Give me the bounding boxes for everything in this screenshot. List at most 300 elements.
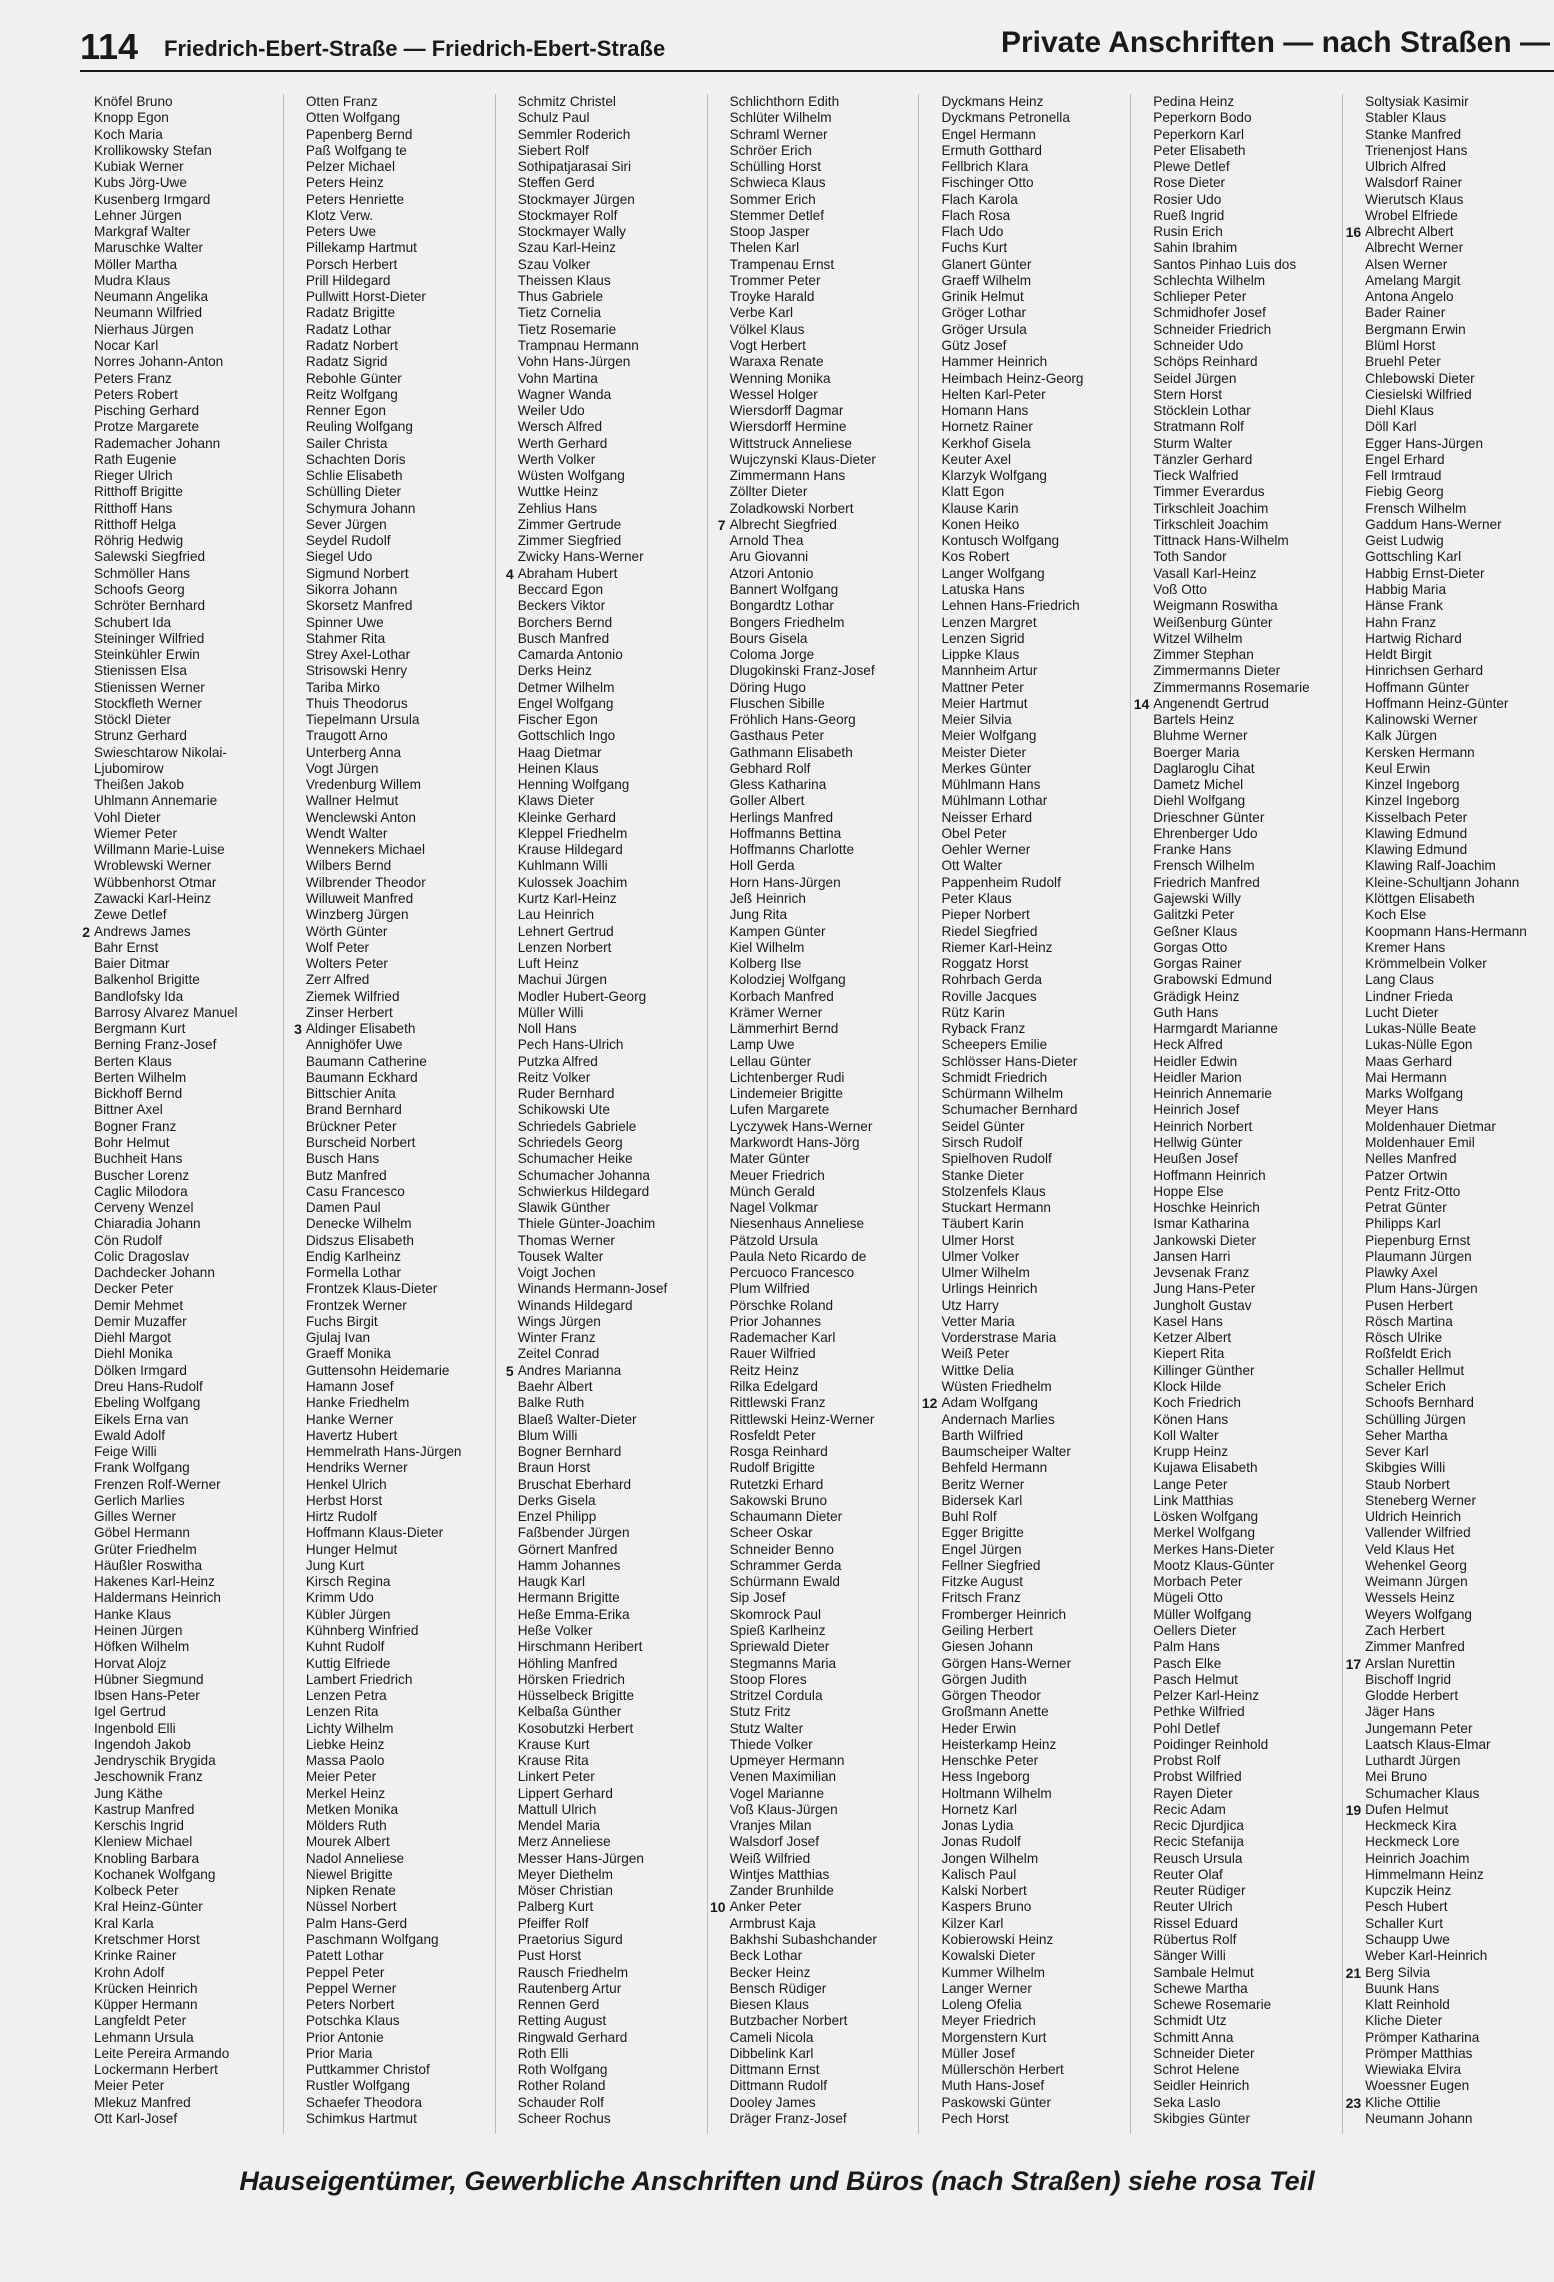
list-item [730, 1249, 919, 1265]
list-item [1365, 2111, 1554, 2127]
resident-name: Weiler Udo [517, 403, 585, 419]
list-item [730, 468, 919, 484]
list-item [941, 615, 1130, 631]
list-item [1153, 1867, 1342, 1883]
list-item [94, 484, 283, 500]
list-item [94, 1786, 283, 1802]
resident-name: Winands Hermann-Josef [517, 1281, 668, 1297]
list-item [1153, 1102, 1342, 1118]
resident-name: Peppel Peter [305, 1964, 385, 1980]
resident-name: Wierutsch Klaus [1365, 191, 1464, 207]
list-item [306, 1151, 495, 1167]
resident-name: Radatz Brigitte [305, 305, 396, 321]
resident-name: Langer Werner [941, 1980, 1032, 1996]
resident-name: Lambert Friedrich [305, 1671, 413, 1687]
resident-name: Buchheit Hans [94, 1151, 183, 1167]
list-item [1365, 371, 1554, 387]
house-number: 2 [82, 923, 90, 940]
list-item [941, 224, 1130, 240]
resident-name: Wiersdorff Dagmar [729, 403, 844, 419]
list-item [730, 1704, 919, 1720]
list-item [94, 1721, 283, 1737]
list-item [94, 1102, 283, 1118]
resident-name: Dametz Michel [1153, 777, 1244, 793]
list-item [294, 1021, 495, 1038]
list-item [518, 305, 707, 321]
resident-name: Moldenhauer Emil [1365, 1135, 1475, 1150]
resident-name: Schneider Udo [1153, 337, 1244, 353]
list-item [1365, 1786, 1554, 1802]
resident-name: Soltysiak Kasimir [1365, 94, 1469, 109]
resident-name: Weyers Wolfgang [1365, 1606, 1472, 1622]
resident-name: Fell Irmtraud [1365, 468, 1442, 484]
list-item [518, 1558, 707, 1574]
list-item [730, 712, 919, 728]
resident-name: Steffen Gerd [517, 175, 595, 191]
list-item [1153, 1460, 1342, 1476]
list-item [518, 436, 707, 452]
resident-name: Lindemeier Brigitte [729, 1086, 843, 1102]
resident-name: Recic Stefanija [1153, 1834, 1244, 1850]
resident-name: Hamm Johannes [517, 1557, 621, 1573]
list-item [730, 1737, 919, 1753]
list-item [730, 94, 919, 110]
list-item [94, 2062, 283, 2078]
resident-name: Machui Jürgen [517, 972, 607, 988]
list-item [94, 875, 283, 891]
resident-name: Lau Heinrich [517, 907, 595, 923]
resident-name: Spielhoven Rudolf [941, 1151, 1052, 1167]
list-item [730, 1428, 919, 1444]
resident-name: Gless Katharina [729, 777, 827, 793]
resident-name: Abraham Hubert [517, 565, 618, 581]
resident-name: Flach Udo [941, 224, 1004, 240]
resident-name: Müller Josef [941, 2045, 1015, 2061]
resident-name: Heße Emma-Erika [517, 1606, 630, 1622]
list-item [94, 1200, 283, 1216]
list-item [94, 1818, 283, 1834]
resident-name: Winzberg Jürgen [305, 907, 409, 923]
resident-name: Frontzek Klaus-Dieter [305, 1281, 438, 1297]
list-item [1153, 1395, 1342, 1411]
list-item [1153, 1200, 1342, 1216]
resident-name: Heinen Jürgen [94, 1622, 183, 1638]
list-item [730, 1590, 919, 1606]
list-item [1365, 2030, 1554, 2046]
resident-name: Fluschen Sibille [729, 695, 825, 711]
resident-name: Rittlewski Heinz-Werner [729, 1411, 875, 1427]
resident-name: Hübner Siegmund [94, 1671, 204, 1687]
list-item [306, 1086, 495, 1102]
resident-name: Bartels Heinz [1153, 712, 1235, 728]
resident-name: Meier Hartmut [941, 695, 1028, 711]
list-item [1365, 257, 1554, 273]
list-item [94, 1948, 283, 1964]
resident-name: Arnold Thea [729, 533, 804, 549]
list-item [94, 1070, 283, 1086]
list-item [1365, 2062, 1554, 2078]
resident-name: Stanke Manfred [1365, 126, 1462, 142]
list-item [1153, 728, 1342, 744]
resident-name: Kuhnt Rudolf [305, 1639, 385, 1655]
resident-name: Wiemer Peter [94, 825, 178, 841]
list-item [730, 436, 919, 452]
list-item [94, 1590, 283, 1606]
list-item [94, 793, 283, 809]
list-item [518, 956, 707, 972]
list-item [1153, 436, 1342, 452]
list-item [94, 94, 283, 110]
resident-name: Schmitz Christel [517, 94, 616, 109]
resident-name: Chlebowski Dieter [1365, 370, 1475, 386]
resident-name: Trommer Peter [729, 272, 821, 288]
resident-name: Franke Hans [1153, 842, 1232, 858]
list-item [730, 1769, 919, 1785]
resident-name: Schriedels Georg [517, 1135, 623, 1150]
list-item [730, 1021, 919, 1037]
list-item [518, 1997, 707, 2013]
resident-name: Roth Elli [517, 2045, 569, 2061]
resident-name: Klöttgen Elisabeth [1365, 891, 1475, 907]
list-item [941, 1981, 1130, 1997]
resident-name: Wrobel Elfriede [1365, 207, 1458, 223]
resident-name: Heck Alfred [1153, 1037, 1223, 1053]
resident-name: Habbig Ernst-Dieter [1365, 565, 1485, 581]
resident-name: Hinrichsen Gerhard [1365, 663, 1484, 679]
resident-name: Diehl Margot [94, 1330, 172, 1346]
list-item [1365, 1216, 1554, 1232]
resident-name: Lellau Günter [729, 1053, 812, 1069]
resident-name: Wessels Heinz [1365, 1590, 1455, 1606]
list-item [306, 1851, 495, 1867]
list-item [518, 761, 707, 777]
resident-name: Hakenes Karl-Heinz [94, 1574, 215, 1590]
resident-name: Meier Wolfgang [941, 728, 1037, 744]
list-item [1365, 1688, 1554, 1704]
list-item [730, 1363, 919, 1379]
resident-name: Nagel Volkmar [729, 1200, 818, 1216]
list-item [518, 1590, 707, 1606]
resident-name: Schwieca Klaus [729, 175, 826, 191]
resident-name: Weiß Wilfried [729, 1850, 811, 1866]
resident-name: Obel Peter [941, 825, 1007, 841]
resident-name: Hoffmann Klaus-Dieter [305, 1525, 444, 1541]
list-item [730, 110, 919, 126]
resident-name: Berning Franz-Josef [94, 1037, 217, 1053]
resident-name: Gerlich Marlies [94, 1492, 185, 1508]
list-item [306, 1997, 495, 2013]
list-item [730, 1265, 919, 1281]
resident-name: Krause Rita [517, 1753, 589, 1769]
list-item [518, 338, 707, 354]
list-item [306, 1428, 495, 1444]
list-item [518, 127, 707, 143]
list-item [306, 273, 495, 289]
resident-name: Paschmann Wolfgang [305, 1932, 439, 1948]
list-item [518, 403, 707, 419]
resident-name: Koll Walter [1153, 1427, 1219, 1443]
list-item [730, 1070, 919, 1086]
list-item [941, 94, 1130, 110]
resident-name: Krause Hildegard [517, 842, 623, 858]
list-item [941, 761, 1130, 777]
resident-name: Radatz Sigrid [305, 354, 388, 370]
list-item [518, 1623, 707, 1639]
resident-name: Loleng Ofelia [941, 1997, 1022, 2013]
resident-name: Gaddum Hans-Werner [1365, 516, 1502, 532]
list-item [306, 549, 495, 565]
list-item [730, 615, 919, 631]
list-item [730, 875, 919, 891]
resident-name: Winter Franz [517, 1330, 596, 1346]
list-item [306, 1395, 495, 1411]
resident-name: Ingenbold Elli [94, 1720, 176, 1736]
list-item [518, 1249, 707, 1265]
resident-name: Zöllter Dieter [729, 484, 808, 500]
list-item [730, 1607, 919, 1623]
list-item [1153, 273, 1342, 289]
list-item [1365, 1363, 1554, 1379]
list-item [94, 1704, 283, 1720]
resident-name: Kiepert Rita [1153, 1346, 1225, 1362]
list-item [94, 289, 283, 305]
list-item [518, 1444, 707, 1460]
resident-name: Jung Hans-Peter [1153, 1281, 1256, 1297]
list-item [518, 891, 707, 907]
list-item [518, 1119, 707, 1135]
list-item [94, 1151, 283, 1167]
resident-name: Mühlmann Lothar [941, 793, 1048, 809]
resident-name: Trampnau Hermann [517, 337, 639, 353]
list-item [730, 387, 919, 403]
list-item [1365, 842, 1554, 858]
resident-name: Prömper Katharina [1365, 2029, 1480, 2045]
resident-name: Slawik Günther [517, 1200, 610, 1216]
resident-name: Fellner Siegfried [941, 1557, 1041, 1573]
list-item [941, 1037, 1130, 1053]
resident-name: Anker Peter [729, 1899, 802, 1915]
resident-name: Schlechta Wilhelm [1153, 272, 1266, 288]
resident-name: Schmidt Friedrich [941, 1069, 1048, 1085]
resident-name: Schumacher Bernhard [941, 1102, 1078, 1118]
resident-name: Casu Francesco [305, 1183, 405, 1199]
resident-name: Klock Hilde [1153, 1378, 1222, 1394]
resident-name: Meier Peter [94, 2078, 165, 2094]
list-item [306, 1509, 495, 1525]
list-item [1153, 826, 1342, 842]
resident-name: Gebhard Rolf [729, 760, 811, 776]
resident-name: Kasel Hans [1153, 1313, 1223, 1329]
resident-name: Geist Ludwig [1365, 533, 1444, 549]
resident-name: Schaupp Uwe [1365, 1932, 1450, 1948]
resident-name: Gilles Werner [94, 1509, 177, 1525]
list-item [1153, 582, 1342, 598]
list-item [710, 1899, 919, 1916]
resident-name: Stoop Flores [729, 1671, 807, 1687]
resident-name: Skorsetz Manfred [305, 598, 413, 614]
list-item [505, 565, 707, 582]
resident-name: Niesenhaus Anneliese [729, 1216, 865, 1232]
resident-name: Markgraf Walter [94, 224, 191, 240]
list-item [1365, 403, 1554, 419]
resident-name: Klawing Edmund [1365, 825, 1468, 841]
resident-name: Stritzel Cordula [729, 1688, 823, 1704]
list-item [306, 257, 495, 273]
list-item [518, 1542, 707, 1558]
resident-name: Albrecht Albert [1365, 224, 1454, 240]
resident-name: Rath Eugenie [94, 451, 177, 467]
list-item [941, 858, 1130, 874]
list-item [94, 1412, 283, 1428]
resident-name: Knopp Egon [94, 110, 169, 126]
list-item [941, 810, 1130, 826]
resident-name: Reitz Wolfgang [305, 386, 398, 402]
resident-name: Sip Josef [729, 1590, 786, 1606]
list-item [1153, 1802, 1342, 1818]
list-item [1153, 1916, 1342, 1932]
resident-name: Trienenjost Hans [1365, 142, 1468, 158]
resident-name: Staub Norbert [1365, 1476, 1450, 1492]
list-item [518, 1265, 707, 1281]
list-item [1153, 1379, 1342, 1395]
resident-name: Dachdecker Johann [94, 1265, 215, 1281]
resident-name: Vredenburg Willem [305, 777, 421, 793]
resident-name: Neumann Johann [1365, 2110, 1473, 2126]
list-item [518, 1786, 707, 1802]
resident-name: Korbach Manfred [729, 988, 834, 1004]
house-number: 17 [1345, 1655, 1362, 1672]
list-item [94, 989, 283, 1005]
list-item [518, 1037, 707, 1053]
list-item [1365, 1151, 1554, 1167]
list-item [730, 680, 919, 696]
resident-name: Görnert Manfred [517, 1541, 618, 1557]
list-item [518, 2013, 707, 2029]
list-item [730, 989, 919, 1005]
resident-name: Lenzen Petra [305, 1688, 387, 1704]
resident-name: Seka Laslo [1153, 2094, 1221, 2110]
list-item [1153, 1753, 1342, 1769]
list-item [1365, 728, 1554, 744]
list-item [1365, 598, 1554, 614]
resident-name: Prill Hildegard [305, 272, 391, 288]
resident-name: Recic Djurdjica [1153, 1818, 1244, 1834]
list-item [1365, 1460, 1554, 1476]
list-item [94, 1639, 283, 1655]
page-header [80, 18, 1554, 72]
list-item [1365, 1525, 1554, 1541]
list-item [94, 1428, 283, 1444]
resident-name: Tittnack Hans-Wilhelm [1153, 533, 1289, 549]
list-item [306, 1477, 495, 1493]
resident-name: Kusenberg Irmgard [94, 191, 211, 207]
resident-name: Heckmeck Kira [1365, 1818, 1457, 1834]
resident-name: Schöps Reinhard [1153, 354, 1258, 370]
list-item [518, 1851, 707, 1867]
list-item [941, 1721, 1130, 1737]
list-item [306, 1916, 495, 1932]
list-item [94, 761, 283, 777]
resident-name: Kleppel Friedhelm [517, 825, 628, 841]
list-item [941, 712, 1130, 728]
list-item [518, 419, 707, 435]
list-item [306, 354, 495, 370]
list-item [94, 1834, 283, 1850]
resident-name: Merkes Günter [941, 760, 1032, 776]
resident-name: Kubs Jörg-Uwe [94, 175, 187, 191]
list-item [1153, 1233, 1342, 1249]
list-item [730, 826, 919, 842]
resident-name: Kisselbach Peter [1365, 809, 1468, 825]
resident-name: Glodde Herbert [1365, 1688, 1459, 1704]
resident-name: Rieger Ulrich [94, 468, 173, 484]
resident-name: Scheler Erich [1365, 1378, 1446, 1394]
list-item [730, 1102, 919, 1118]
list-item [1153, 2013, 1342, 2029]
list-item [1365, 143, 1554, 159]
list-item [94, 745, 283, 761]
list-item [730, 257, 919, 273]
resident-name: Schmöller Hans [94, 565, 190, 581]
list-item [1365, 858, 1554, 874]
resident-name: Pesch Hubert [1365, 1899, 1448, 1915]
list-item [518, 1656, 707, 1672]
resident-name: Schmidt Utz [1153, 2013, 1227, 2029]
resident-name: Kolodziej Wolfgang [729, 972, 846, 988]
list-item [730, 143, 919, 159]
list-item [730, 1656, 919, 1672]
list-item [306, 1265, 495, 1281]
list-item [1365, 647, 1554, 663]
resident-name: Palm Hans-Gerd [305, 1915, 408, 1931]
resident-name: Daglaroglu Cihat [1153, 760, 1255, 776]
list-item [518, 745, 707, 761]
resident-name: Niewel Brigitte [305, 1866, 393, 1882]
resident-name: Tirkschleit Joachim [1153, 500, 1269, 516]
list-item [941, 240, 1130, 256]
list-item [306, 1460, 495, 1476]
list-item [306, 940, 495, 956]
resident-name: Dufen Helmut [1365, 1801, 1449, 1817]
list-item [94, 305, 283, 321]
resident-name: Jongen Wilhelm [941, 1850, 1039, 1866]
resident-name: Endig Karlheinz [305, 1248, 402, 1264]
list-item [1153, 1997, 1342, 2013]
resident-name: Schülling Dieter [305, 484, 402, 500]
list-item [518, 1314, 707, 1330]
resident-name: Winands Hildegard [517, 1297, 633, 1313]
resident-name: Bahr Ernst [94, 939, 159, 955]
list-item [518, 1395, 707, 1411]
list-item [941, 354, 1130, 370]
list-item [1153, 598, 1342, 614]
resident-name: Moldenhauer Dietmar [1365, 1118, 1496, 1134]
list-item [941, 175, 1130, 191]
list-item [1153, 1623, 1342, 1639]
resident-name: Rauer Wilfried [729, 1346, 816, 1362]
resident-name: Lindner Frieda [1365, 988, 1453, 1004]
list-item [518, 989, 707, 1005]
list-item [94, 110, 283, 126]
list-item [941, 598, 1130, 614]
resident-name: Gorgas Rainer [1153, 956, 1242, 972]
resident-name: Pasch Elke [1153, 1655, 1222, 1671]
resident-name: Reuter Ulrich [1153, 1899, 1233, 1915]
resident-name: Tänzler Gerhard [1153, 451, 1253, 467]
resident-name: Angenendt Gertrud [1153, 695, 1269, 711]
resident-name: Wenclewski Anton [305, 809, 416, 825]
list-item [730, 1444, 919, 1460]
